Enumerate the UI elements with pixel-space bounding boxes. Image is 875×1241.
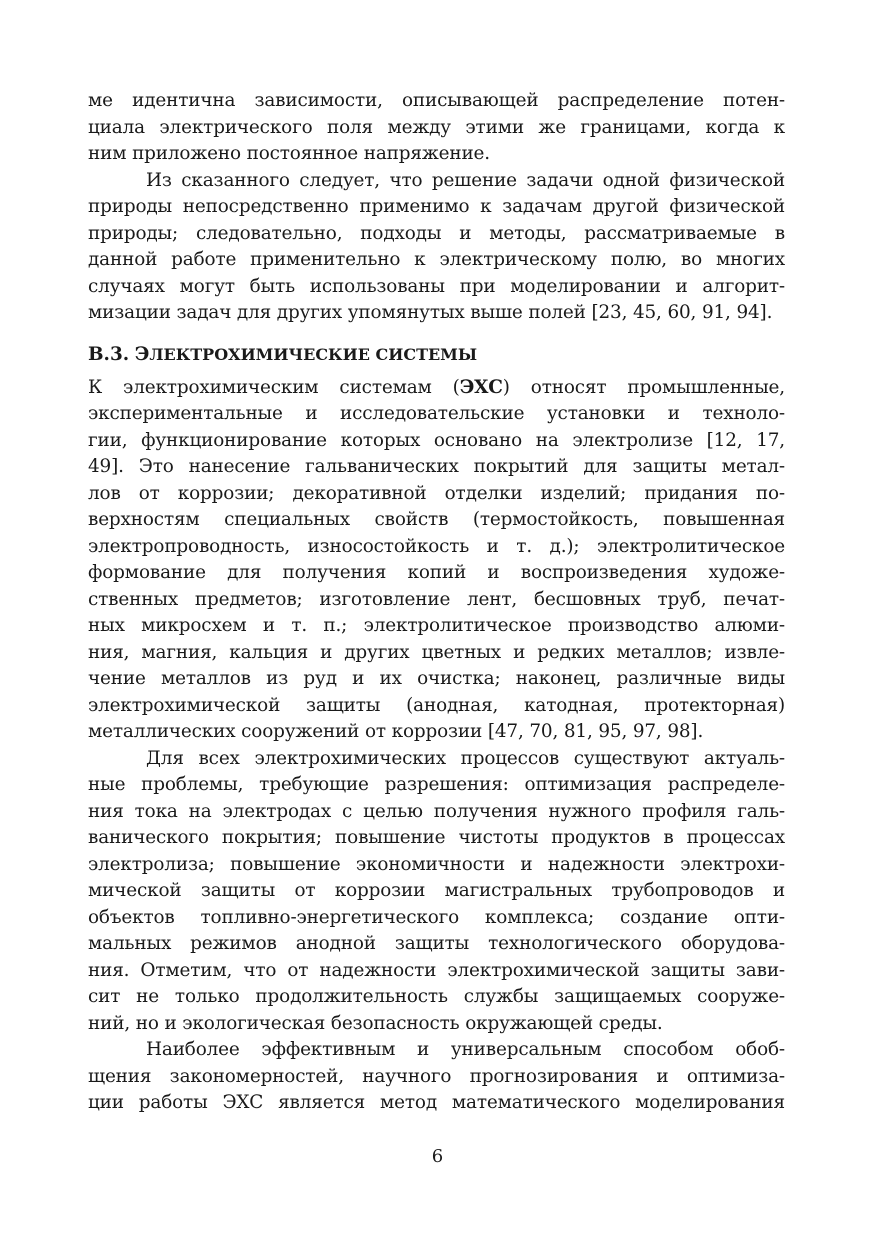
text-line: ции работы ЭХС является метод математического моделирования: [88, 1092, 785, 1113]
text-line: случаях могут быть использованы при моделировании и алгорит-: [88, 275, 785, 297]
section-title-initial: Э: [134, 343, 150, 365]
text-line: циала электрического поля между этими же границами, когда к: [88, 116, 785, 138]
text-line: лов от коррозии; декоративной отделки изделий; придания по-: [88, 482, 785, 504]
paragraph-2: [88, 168, 785, 327]
text-line: щения закономерностей, научного прогнозирования и оптимиза-: [88, 1065, 785, 1087]
text-line: ные проблемы, требующие разрешения: оптимизация распределе-: [88, 774, 785, 795]
text-line: 49]. Это нанесение гальванических покрытий для защиты метал-: [88, 456, 785, 477]
text-line: ме идентична зависимости, описывающей распределение потен-: [88, 90, 785, 111]
section-title-rest: ЛЕКТРОХИМИЧЕСКИЕ СИСТЕМЫ: [149, 344, 478, 364]
text-line: формование для получения копий и воспроизведения художе-: [88, 562, 785, 583]
text-line: верхностям специальных свойств (термостойкость, повышенная: [88, 509, 785, 530]
text-line: объектов топливно-энергетического комплекса; создание опти-: [88, 906, 785, 928]
text-line: ния тока на электродах с целью получения нужного профиля галь-: [88, 800, 785, 822]
text-line: ним приложено постоянное напряжение.: [88, 143, 490, 164]
page-number: 6: [431, 1146, 444, 1167]
text-line: Из сказанного следует, что решение задачи одной физической: [146, 169, 785, 191]
text-line: ванического покрытия; повышение чистоты продуктов в процессах: [88, 827, 785, 848]
text-line: ния, магния, кальция и других цветных и редких металлов; извле-: [88, 641, 785, 663]
text-line: природы; следовательно, подходы и методы, рассматриваемые в: [88, 222, 785, 244]
text-line: электролиза; повышение экономичности и надежности электрохи-: [88, 853, 785, 875]
text-line: ний, но и экологическая безопасность окружающей среды.: [88, 1012, 663, 1034]
text-line: ния. Отметим, что от надежности электрохимической защиты зави-: [88, 959, 785, 981]
text-line: мальных режимов анодной защиты технологического оборудова-: [88, 933, 785, 954]
paragraph-4: [88, 746, 785, 1038]
text-line: электрохимической защиты (анодная, катодная, протекторная): [88, 694, 785, 716]
text-line: данной работе применительно к электрическому полю, во многих: [88, 249, 785, 270]
text-line: электропроводность, износостойкость и т. д.); электролитическое: [88, 535, 785, 557]
text-line: металлических сооружений от коррозии [47, 70, 81, 95, 97, 98].: [88, 721, 704, 742]
section-heading: [88, 335, 785, 375]
page-body: [88, 88, 785, 1117]
text-segment: ) относят промышленные,: [502, 376, 785, 398]
text-line: природы непосредственно применимо к задачам другой физической: [88, 196, 785, 217]
text-line: Для всех электрохимических процессов существуют актуаль-: [146, 747, 785, 769]
text-line: [88, 375, 785, 402]
paragraph-3: [88, 375, 785, 746]
text-line: ственных предметов; изготовление лент, бесшовных труб, печат-: [88, 588, 785, 610]
text-line: ных микросхем и т. п.; электролитическое производство алюми-: [88, 615, 785, 636]
paragraph-5: [88, 1037, 785, 1117]
paragraph-1: [88, 88, 785, 168]
text-line: мической защиты от коррозии магистральных трубопроводов и: [88, 880, 785, 901]
text-line: экспериментальные и исследовательские установки и техноло-: [88, 403, 785, 424]
text-line: сит не только продолжительность службы защищаемых сооруже-: [88, 986, 785, 1007]
text-line: гии, функционирование которых основано на электролизе [12, 17,: [88, 429, 785, 451]
text-line: мизации задач для других упомянутых выше полей [23, 45, 60, 91, 94].: [88, 302, 773, 323]
text-line: чение металлов из руд и их очистка; наконец, различные виды: [88, 668, 785, 689]
text-segment: К электрохимическим системам (: [88, 376, 460, 398]
abbreviation-bold: ЭХС: [459, 376, 503, 398]
section-number: В.3.: [88, 343, 130, 365]
text-line: Наиболее эффективным и универсальным способом обоб-: [146, 1039, 785, 1060]
